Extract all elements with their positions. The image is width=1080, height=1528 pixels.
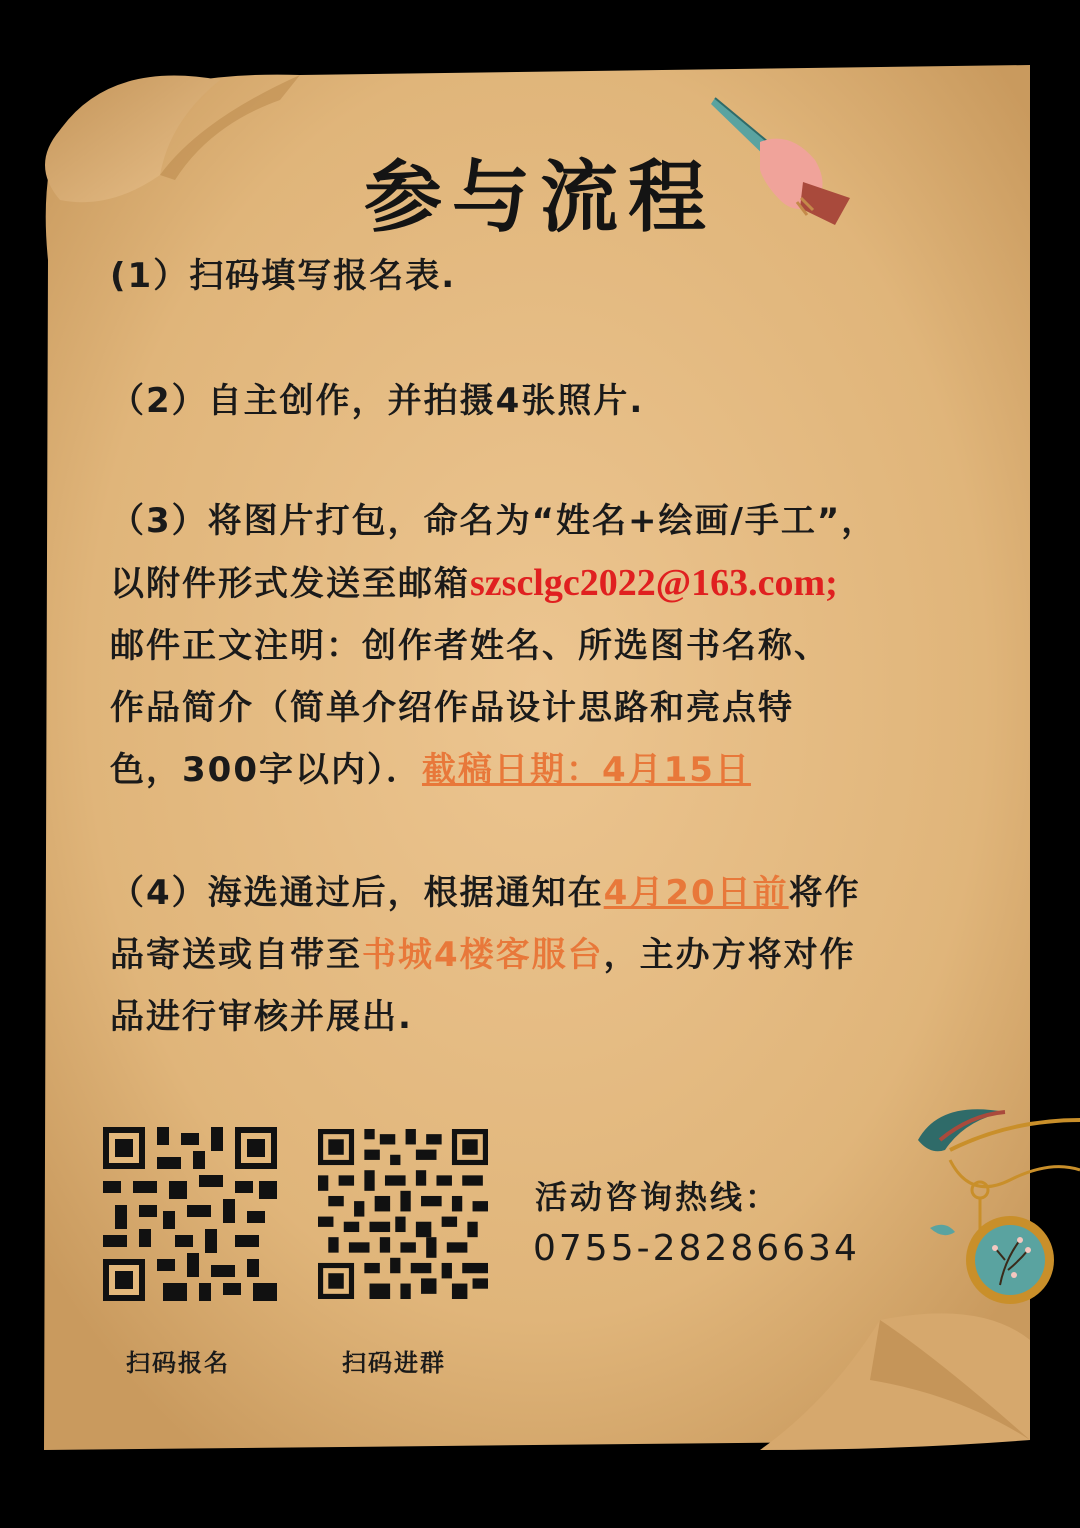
signup-qr-label: 扫码报名	[126, 1349, 230, 1377]
step-3-line-5	[110, 739, 1010, 801]
service-desk-location: 书城4楼客服台	[362, 935, 604, 975]
step-3-line-4: 作品简介（简单介绍作品设计思路和亮点特	[110, 688, 794, 728]
page-title: 参与流程	[363, 153, 716, 243]
step-4	[110, 862, 1010, 1048]
hotline-label: 活动咨询热线：	[535, 1178, 781, 1216]
step-2: （2）自主创作，并拍摄4张照片.	[110, 381, 645, 421]
group-qr-label: 扫码进群	[342, 1349, 446, 1377]
step-4-line-1	[110, 862, 1010, 924]
step-1: (1）扫码填写报名表.	[110, 256, 457, 296]
step-4-line-2	[110, 924, 1010, 986]
step-3-line-3: 邮件正文注明：创作者姓名、所选图书名称、	[110, 626, 830, 666]
submission-date: 4月20日前	[603, 873, 789, 913]
step-3-line-2-text: 以附件形式发送至邮箱	[110, 564, 470, 604]
step-3-line-1: （3）将图片打包，命名为“姓名+绘画/手工”，	[110, 501, 878, 541]
step-4-line-1-prefix: （4）海选通过后，根据通知在	[110, 873, 604, 913]
email-address[interactable]: szsclgc2022@163.com;	[470, 562, 838, 604]
step-4-line-2-suffix: ，主办方将对作	[603, 935, 856, 975]
ornament-pendant-icon	[910, 1100, 1080, 1330]
deadline-text: 截稿日期：4月15日	[421, 750, 751, 790]
step-3	[110, 490, 1010, 801]
step-3-line-2	[110, 552, 1010, 615]
step-4-line-1-suffix: 将作	[788, 873, 861, 913]
step-4-line-3: 品进行审核并展出.	[110, 997, 413, 1037]
signup-qr-code[interactable]	[103, 1127, 277, 1301]
group-qr-code[interactable]	[318, 1129, 488, 1299]
step-3-line-5-text: 色，300字以内）．	[110, 750, 422, 790]
hotline-number[interactable]: 0755-28286634	[533, 1228, 860, 1269]
step-4-line-2-prefix: 品寄送或自带至	[110, 935, 362, 975]
